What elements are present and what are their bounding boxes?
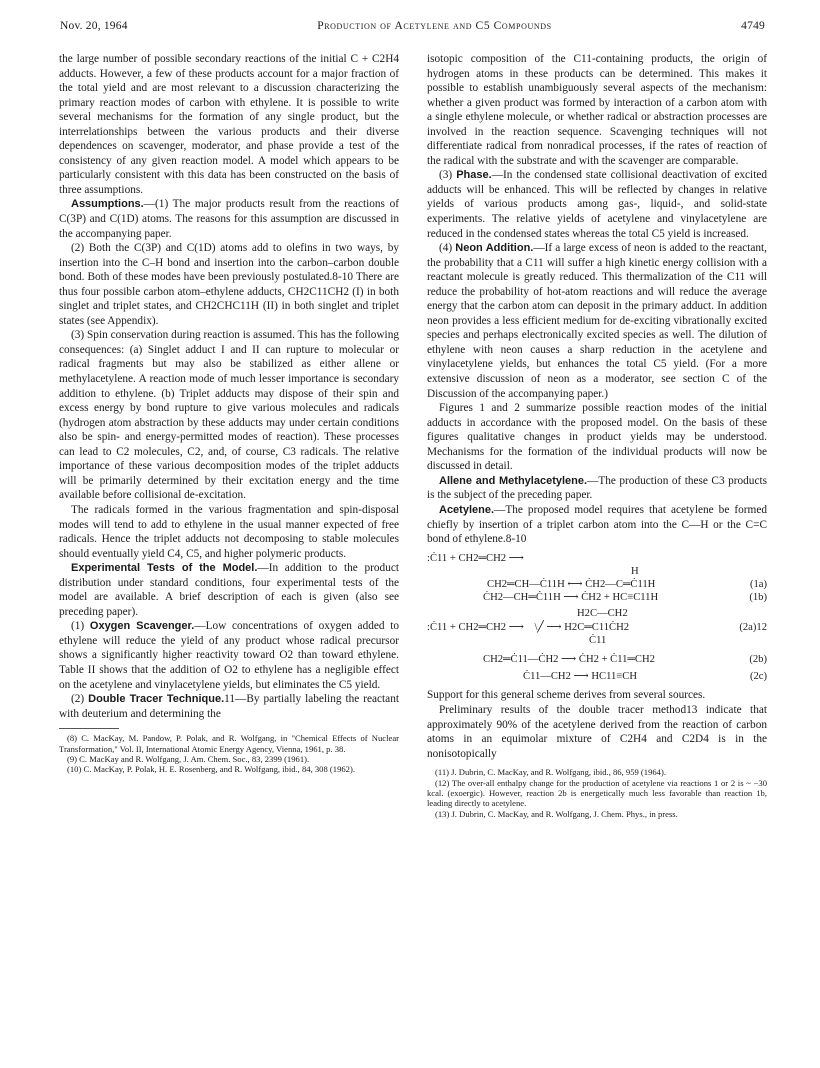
phase-paragraph xyxy=(427,168,767,241)
double-tracer-paragraph xyxy=(59,692,399,721)
equation-h-label: H xyxy=(631,565,639,577)
equation-2a xyxy=(427,621,767,634)
paragraph: Support for this general scheme derives from several sources. xyxy=(427,689,706,702)
run-in-heading: Allene and Methylacetylene. xyxy=(439,474,588,487)
paragraph-text: —If a large excess of neon is added to the reactant, the probability that a C11 will suffer a high kinetic energy collision with a reactant molecule is greatly reduced. This thermalization of the C11 will reduce the probability of hot-atom reactions and will reduce the average energy that the carbon atom can deposit in the primary adduct. In addition neon provides a less efficient medium for de-exciting vibrationally excited species and perhaps electronically excited species as well. The dilution of ethylene with neon causes a sharp reduction in the acetylene and vinylacetylene yields, but enhances the total C5 yield. (For a more extensive discussion of neon as a moderator, see section C of the Discussion of the accompanying paper.) xyxy=(427,242,767,400)
oxygen-paragraph xyxy=(59,619,399,692)
equation-tag: (1a) xyxy=(749,579,767,590)
paragraph-text: —The production of these C3 products is the subject of the preceding paper. xyxy=(427,474,767,502)
allene-paragraph xyxy=(427,474,767,503)
item-number: (4) xyxy=(439,242,453,255)
equation-ring-bottom: Ċ11 xyxy=(589,634,607,646)
running-header xyxy=(60,20,765,32)
paragraph-text: —In the condensed state collisional deactivation of excited adducts will be enhanced. This will be reflected by changes in relative yields of various products among gas-, liquid-, and solid-state experiments. The relative yields of acetylene and vinylacetylene are reduced in the condensed states whereas the total C5 yield is increased. xyxy=(427,169,767,240)
footnote: (12) The over-all enthalpy change for the production of acetylene via reactions 1 or 2 is ~ −30 kcal. (exoergic). However, reaction 2b is energetically much less favorable than reaction 1b, leading directly to acetylene. xyxy=(427,777,767,809)
header-title: Production of Acetylene and C5 Compounds xyxy=(317,20,552,32)
equation-ring-top: H2C—CH2 xyxy=(577,608,628,620)
tests-paragraph xyxy=(59,561,399,619)
equation-text: ĊH2—CH═Ċ11H ⟶ ĊH2 + HC≡C11H xyxy=(483,592,659,604)
footnote: (13) J. Dubrin, C. MacKay, and R. Wolfgang, J. Chem. Phys., in press. xyxy=(435,808,678,819)
equation-2b xyxy=(427,653,767,666)
item-number: (2) xyxy=(71,693,85,706)
header-page-number: 4749 xyxy=(741,20,765,32)
paragraph: (3) Spin conservation during reaction is assumed. This has the following consequences: (a) Singlet adduct I and II can rupture to molecular or radical fragments but may also be stabilized as either allene or methylacetylene. A reaction mode of much lesser importance is secondary addition to ethylene. (b) Triplet adducts may dispose of their spin and excess energy by bond rupture to give various molecules and radicals (hydrogen atom abstraction by these adducts may under certain conditions also be spin- and energy-permitted modes of reaction). These processes can lead to C2 molecules, C2, and, of course, C3 radicals. The relative importance of these various decomposition modes of the triplet adducts will be primarily determined by their excitation energy and the time available before collisional de-excitation. xyxy=(59,329,399,502)
header-date: Nov. 20, 1964 xyxy=(60,20,128,32)
footnote-rule xyxy=(59,728,119,729)
equation-tag: (2b) xyxy=(749,654,767,666)
paragraph-text: 11—By partially labeling the reactant with deuterium and determining the xyxy=(59,693,399,720)
paragraph-text: —The proposed model requires that acetylene be formed chiefly by insertion of a triplet carbon atom into the C—H or the C=C bond of ethylene.8-10 xyxy=(427,503,767,546)
footnote: (8) C. MacKay, M. Pandow, P. Polak, and R. Wolfgang, in "Chemical Effects of Nuclear Transformation," Vol. II, International Atomic Energy Agency, Vienna, 1961, p. 38. xyxy=(59,733,399,754)
paragraph: The radicals formed in the various fragmentation and spin-disposal modes will tend to add to ethylene in the usual manner expected of free radicals. Hence the triplet adducts not decomposing to stable molecules should eventually yield C4, C5, and higher polymeric products. xyxy=(59,503,399,560)
run-in-heading: Experimental Tests of the Model. xyxy=(71,562,258,575)
run-in-heading: Oxygen Scavenger. xyxy=(89,620,195,633)
left-column xyxy=(59,52,399,775)
paragraph-text: —Low concentrations of oxygen added to ethylene will reduce the yield of any product whose radical precursor shows a significantly higher reactivity toward O2 than toward ethylene. Table II shows that the addition of O2 to ethylene has a negligible effect on the acetylene and vinylacetylene yields, but eliminates the C5 yield. xyxy=(59,620,400,691)
run-in-heading: Assumptions. xyxy=(71,198,144,211)
paragraph: isotopic composition of the C11-containing products, the origin of hydrogen atoms in these products can be determined. This makes it possible to establish unambiguously several aspects of the mechanism: whether a given product was formed by interaction of a carbon atom with a single ethylene molecule, or whether radical or abstraction processes are involved in the reaction sequence. Scavenging techniques will not differentiate radical from nonradical processes, if the rates of reaction of the radical with the substrate and with the scavenger are comparable. xyxy=(427,53,767,167)
reaction-scheme xyxy=(427,552,767,684)
run-in-heading: Phase. xyxy=(456,169,492,182)
equation-tag: (2c) xyxy=(749,671,767,683)
acetylene-paragraph xyxy=(427,503,767,547)
item-number: (3) xyxy=(439,169,453,182)
equation-tag: (1b) xyxy=(749,592,767,604)
equation-text: Ċ11—CH2 ⟶ HC11≡CH xyxy=(523,671,637,683)
equation-text: CH2═CH—Ċ11H ⟷ ĊH2—C═Ċ11H xyxy=(487,579,656,590)
paragraph: Preliminary results of the double tracer method13 indicate that approximately 90% of the acetylene derived from the reaction of carbon atoms in an equimolar mixture of C2H4 and C2D4 is in the nonisotopically xyxy=(427,703,767,760)
equation-lhs: :Ċ11 + CH2═CH2 ⟶ xyxy=(427,552,524,564)
footnote: (9) C. MacKay and R. Wolfgang, J. Am. Chem. Soc., 83, 2399 (1961). xyxy=(67,753,310,764)
footnote: (10) C. MacKay, P. Polak, H. E. Rosenberg, and R. Wolfgang, ibid., 84, 308 (1962). xyxy=(67,764,355,775)
item-number: (1) xyxy=(71,620,85,633)
equation-text: :Ċ11 + CH2═CH2 ⟶ \╱ ⟶ H2C═C11ĊH2 xyxy=(427,621,630,633)
run-in-heading: Double Tracer Technique. xyxy=(88,693,225,706)
footnote: (11) J. Dubrin, C. MacKay, and R. Wolfgang, ibid., 86, 959 (1964). xyxy=(435,767,666,778)
paragraph-text: —(1) The major products result from the reactions of C(3P) and C(1D) atoms. The reasons for this assumption are discussed in the accompanying paper. xyxy=(59,198,399,240)
neon-paragraph xyxy=(427,241,767,401)
paragraph: (2) Both the C(3P) and C(1D) atoms add to olefins in two ways, by insertion into the C–H bond and insertion into the carbon–carbon double bond. Both of these modes have been previously postulated.8-10 There are thus four possible carbon atom–ethylene adducts, CH2C11CH2 (I) in both singlet and triplet states, and CH2CHC11H (II) in both singlet and triplet states (see Appendix). xyxy=(59,242,399,327)
equation-2c xyxy=(427,670,767,683)
equation-1b xyxy=(427,591,767,604)
equation-1a xyxy=(427,578,767,591)
paragraph: the large number of possible secondary reactions of the initial C + C2H4 adducts. However, a few of these products account for a major fraction of the total yield and are most relevant to a discussion characterizing the primary reaction modes of carbon with ethylene. It is possible to write several mechanisms for the formation of any single product, but the interrelationships between the various products and their diverse dependences on scavenger, moderator, and phase provide a test of the consistency of any given reaction model. A model which appears to be particularly consistent with this data has been constructed on the basis of three assumptions. xyxy=(59,53,399,196)
paragraph: Figures 1 and 2 summarize possible reaction modes of the initial adducts in accordance with the proposed model. On the basis of these figures qualitative changes in product yields may be understood. Mechanisms for the formation of the individual products will now be discussed in detail. xyxy=(427,402,767,473)
equation-text: CH2═Ċ11—ĊH2 ⟶ ĊH2 + Ċ11═CH2 xyxy=(483,654,655,666)
assumptions-paragraph xyxy=(59,197,399,241)
paragraph-text: —In addition to the product distribution under standard conditions, four experimental tests of the model are available. A brief description of each is given (also see preceding paper). xyxy=(59,562,399,618)
right-column xyxy=(427,52,767,819)
run-in-heading: Neon Addition. xyxy=(455,242,534,255)
equation-tag: (2a)12 xyxy=(739,621,767,633)
run-in-heading: Acetylene. xyxy=(439,503,495,516)
